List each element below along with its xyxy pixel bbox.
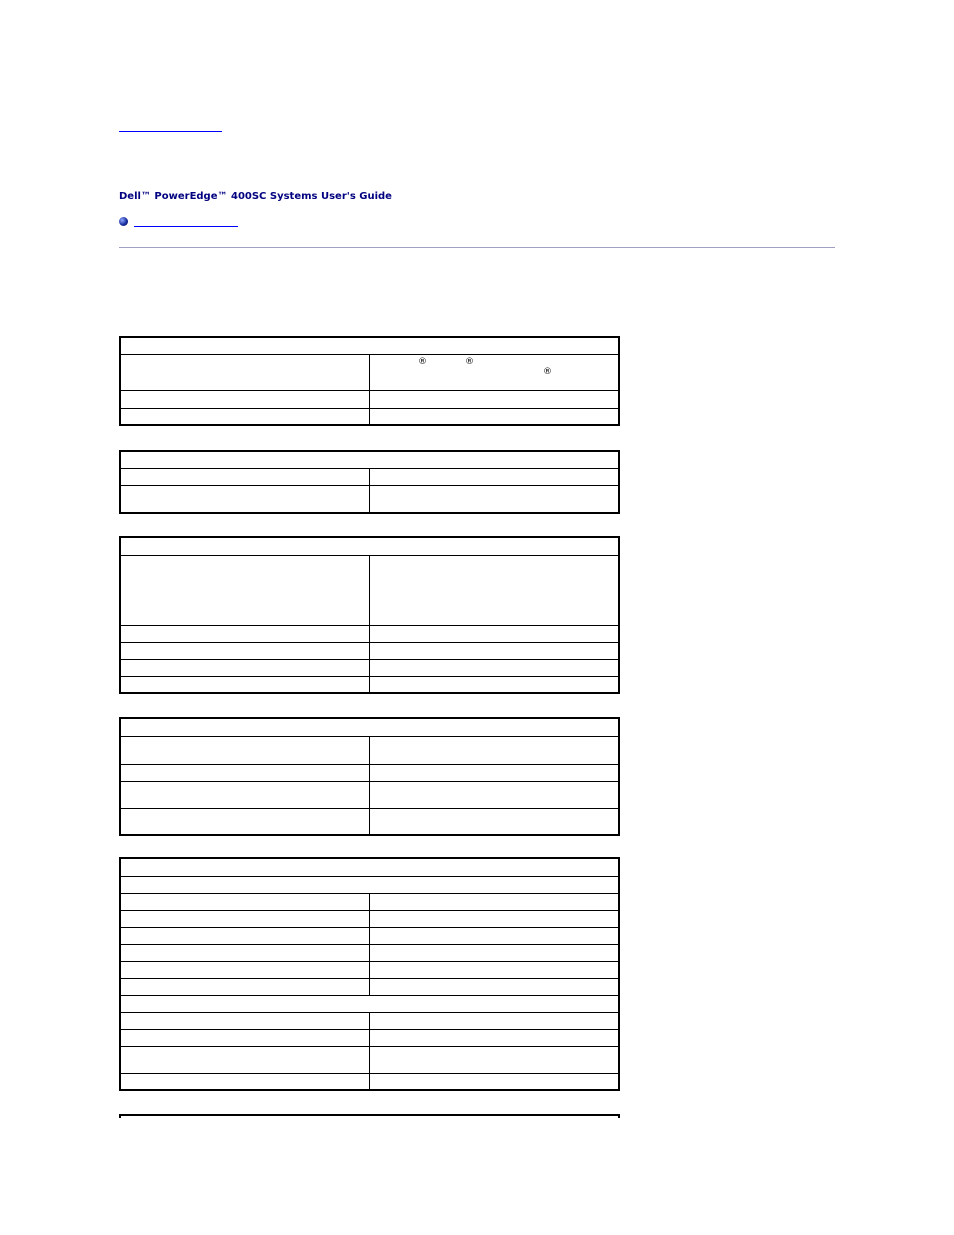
table-cell — [370, 944, 620, 961]
bullet-icon — [119, 217, 128, 226]
table-cell — [120, 808, 370, 835]
table-cell — [120, 1046, 370, 1073]
table-cell — [120, 910, 370, 927]
table-header — [120, 451, 619, 468]
table-cell — [120, 390, 370, 408]
registered-mark: ® — [418, 357, 427, 367]
table-cell — [120, 764, 370, 781]
table-cell — [120, 408, 370, 425]
table-subheader — [120, 876, 619, 893]
registered-mark: ® — [543, 367, 552, 377]
table-cell — [370, 736, 620, 764]
table-cell — [370, 764, 620, 781]
table-cell — [120, 659, 370, 676]
table-cell — [120, 485, 370, 513]
table-cell — [120, 1012, 370, 1029]
back-to-contents-link[interactable] — [119, 131, 222, 132]
table-subheader — [120, 995, 619, 1012]
table-cell — [120, 961, 370, 978]
table-cell — [120, 781, 370, 808]
table-cell — [120, 676, 370, 693]
table-cell — [120, 625, 370, 642]
table-cell — [370, 961, 620, 978]
table-header — [120, 537, 619, 555]
table-cell — [370, 642, 620, 659]
table-cell — [370, 910, 620, 927]
table-cell — [370, 485, 620, 513]
table-cell — [370, 390, 620, 408]
table-cell — [370, 354, 620, 390]
table-cell — [120, 1029, 370, 1046]
table-cell — [120, 927, 370, 944]
table-header — [120, 337, 619, 354]
table-cell — [370, 781, 620, 808]
table-cell — [370, 1029, 620, 1046]
table-cell — [370, 676, 620, 693]
table-cell — [120, 468, 370, 485]
table-cell — [120, 736, 370, 764]
spec-table-6-top — [119, 1114, 620, 1118]
spec-table-4 — [119, 717, 620, 836]
section-link[interactable] — [134, 226, 238, 227]
table-cell — [370, 625, 620, 642]
guide-title: Dell™ PowerEdge™ 400SC Systems User's Guide — [119, 191, 392, 202]
spec-table-5 — [119, 857, 620, 1091]
table-header — [120, 858, 619, 876]
spec-table-3 — [119, 536, 620, 694]
registered-mark: ® — [465, 357, 474, 367]
table-cell — [120, 1073, 370, 1090]
table-cell — [370, 555, 620, 625]
section-divider — [119, 247, 835, 248]
table-cell — [120, 354, 370, 390]
table-cell — [370, 659, 620, 676]
table-cell — [370, 408, 620, 425]
table-cell — [120, 978, 370, 995]
table-cell — [120, 944, 370, 961]
table-cell — [370, 978, 620, 995]
table-cell — [370, 927, 620, 944]
table-cell — [370, 1012, 620, 1029]
table-header — [120, 718, 619, 736]
spec-table-processor — [119, 336, 620, 426]
table-cell — [370, 808, 620, 835]
table-cell — [370, 893, 620, 910]
table-cell — [370, 1046, 620, 1073]
table-cell — [120, 893, 370, 910]
table-cell — [120, 642, 370, 659]
table-cell — [370, 468, 620, 485]
spec-table-2 — [119, 450, 620, 514]
table-cell — [120, 555, 370, 625]
table-cell — [370, 1073, 620, 1090]
